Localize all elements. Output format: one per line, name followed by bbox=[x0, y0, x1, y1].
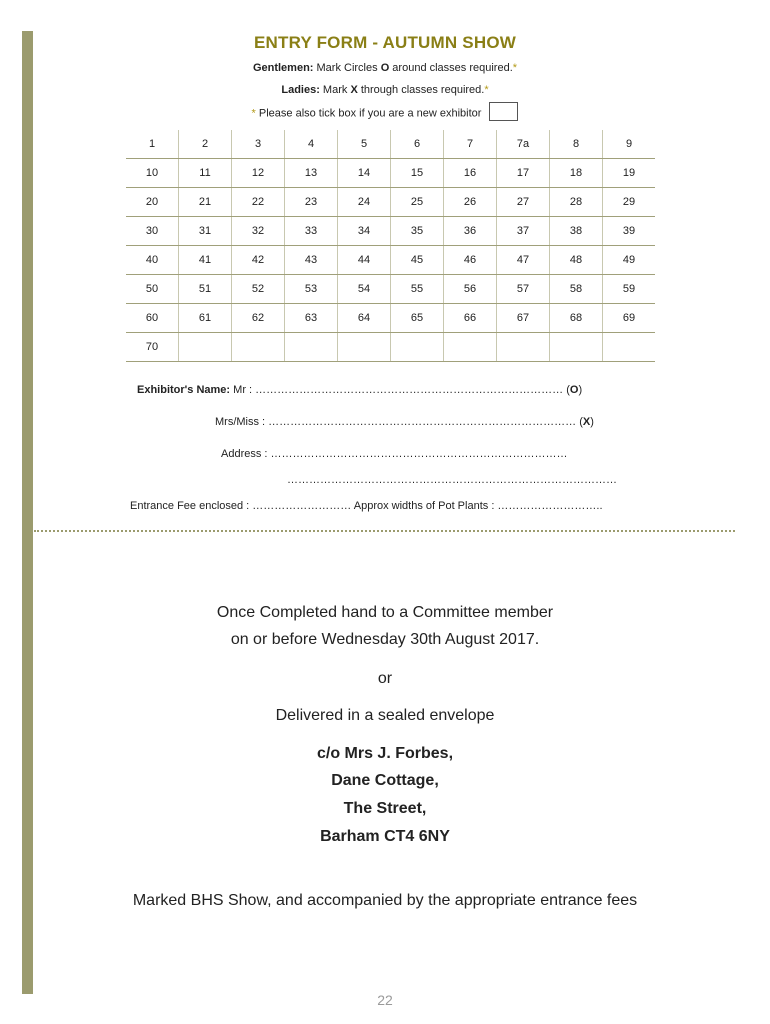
class-cell[interactable]: 15 bbox=[391, 159, 444, 188]
class-row bbox=[126, 246, 655, 275]
class-cell[interactable]: 7 bbox=[444, 130, 497, 159]
class-row bbox=[126, 188, 655, 217]
class-cell[interactable]: 10 bbox=[126, 159, 179, 188]
class-cell[interactable]: 32 bbox=[232, 217, 285, 246]
marked-text: Marked BHS Show, and accompanied by the appropriate entrance fees bbox=[132, 892, 638, 909]
asterisk: * bbox=[484, 84, 489, 96]
class-cell[interactable]: 30 bbox=[126, 217, 179, 246]
class-cell[interactable]: 57 bbox=[497, 275, 550, 304]
ladies-mark: X bbox=[350, 84, 358, 96]
class-cell[interactable]: 43 bbox=[285, 246, 338, 275]
class-cell[interactable]: 22 bbox=[232, 188, 285, 217]
class-cell[interactable]: 51 bbox=[179, 275, 232, 304]
class-cell[interactable]: 33 bbox=[285, 217, 338, 246]
class-cell[interactable] bbox=[391, 333, 444, 362]
exhibitor-label: Exhibitor's Name: bbox=[137, 384, 231, 396]
class-cell[interactable]: 23 bbox=[285, 188, 338, 217]
class-cell[interactable]: 34 bbox=[338, 217, 391, 246]
class-cell[interactable]: 42 bbox=[232, 246, 285, 275]
class-cell[interactable]: 5 bbox=[338, 130, 391, 159]
class-cell[interactable]: 69 bbox=[603, 304, 656, 333]
address-line-2[interactable]: ……………………………………………………………………………… bbox=[287, 474, 617, 486]
class-cell[interactable]: 40 bbox=[126, 246, 179, 275]
address-line: The Street, bbox=[343, 800, 427, 817]
class-cell[interactable]: 29 bbox=[603, 188, 656, 217]
class-cell[interactable]: 65 bbox=[391, 304, 444, 333]
class-cell[interactable]: 44 bbox=[338, 246, 391, 275]
gentlemen-label: Gentlemen: bbox=[252, 62, 314, 74]
mrs-mark: X bbox=[582, 416, 591, 428]
class-cell[interactable]: 46 bbox=[444, 246, 497, 275]
mr-close: ) bbox=[578, 384, 583, 396]
ladies-text-pre: Mark bbox=[319, 84, 351, 96]
class-cell[interactable]: 9 bbox=[603, 130, 656, 159]
class-cell[interactable]: 62 bbox=[232, 304, 285, 333]
class-row bbox=[126, 333, 655, 362]
class-cell[interactable]: 67 bbox=[497, 304, 550, 333]
class-cell[interactable]: 28 bbox=[550, 188, 603, 217]
class-cell[interactable]: 6 bbox=[391, 130, 444, 159]
gentlemen-text-pre: Mark Circles bbox=[313, 62, 381, 74]
class-cell[interactable]: 26 bbox=[444, 188, 497, 217]
mr-mark: O bbox=[569, 384, 579, 396]
cut-line bbox=[34, 530, 735, 532]
class-cell[interactable]: 24 bbox=[338, 188, 391, 217]
address-line: Dane Cottage, bbox=[331, 772, 439, 789]
class-cell[interactable]: 53 bbox=[285, 275, 338, 304]
class-cell[interactable]: 50 bbox=[126, 275, 179, 304]
class-row bbox=[126, 304, 655, 333]
class-cell[interactable] bbox=[179, 333, 232, 362]
class-cell[interactable]: 13 bbox=[285, 159, 338, 188]
class-row bbox=[126, 159, 655, 188]
class-cell[interactable]: 55 bbox=[391, 275, 444, 304]
address-line: Barham CT4 6NY bbox=[320, 828, 450, 845]
class-cell[interactable]: 11 bbox=[179, 159, 232, 188]
class-cell[interactable] bbox=[285, 333, 338, 362]
class-cell[interactable]: 66 bbox=[444, 304, 497, 333]
class-cell[interactable]: 70 bbox=[126, 333, 179, 362]
class-cell[interactable]: 54 bbox=[338, 275, 391, 304]
class-row bbox=[126, 275, 655, 304]
class-cell[interactable]: 14 bbox=[338, 159, 391, 188]
classes-grid bbox=[126, 130, 655, 362]
form-title: ENTRY FORM - AUTUMN SHOW bbox=[254, 33, 516, 52]
class-cell[interactable] bbox=[603, 333, 656, 362]
class-cell[interactable]: 45 bbox=[391, 246, 444, 275]
class-cell[interactable]: 25 bbox=[391, 188, 444, 217]
class-cell[interactable]: 38 bbox=[550, 217, 603, 246]
class-cell[interactable]: 19 bbox=[603, 159, 656, 188]
class-cell[interactable]: 35 bbox=[391, 217, 444, 246]
address-line: c/o Mrs J. Forbes, bbox=[316, 745, 454, 762]
exhibitor-name-mr bbox=[137, 384, 582, 396]
class-cell[interactable]: 60 bbox=[126, 304, 179, 333]
class-cell[interactable]: 8 bbox=[550, 130, 603, 159]
delivered-text: Delivered in a sealed envelope bbox=[275, 707, 495, 724]
class-cell[interactable]: 3 bbox=[232, 130, 285, 159]
class-cell[interactable]: 49 bbox=[603, 246, 656, 275]
class-cell[interactable]: 2 bbox=[179, 130, 232, 159]
class-cell[interactable]: 31 bbox=[179, 217, 232, 246]
new-exhibitor-instruction bbox=[0, 104, 770, 123]
class-cell[interactable]: 58 bbox=[550, 275, 603, 304]
class-cell[interactable]: 16 bbox=[444, 159, 497, 188]
new-exhibitor-checkbox[interactable] bbox=[489, 102, 518, 121]
class-cell[interactable] bbox=[232, 333, 285, 362]
new-exhibitor-text: Please also tick box if you are a new exhibitor bbox=[255, 107, 482, 120]
mrs-line[interactable]: Mrs/Miss : ………………………………………………………………………… ( bbox=[215, 416, 583, 428]
address-line-1[interactable]: Address : ……………………………………………………………………… bbox=[221, 448, 568, 460]
class-cell[interactable]: 4 bbox=[285, 130, 338, 159]
class-cell[interactable]: 12 bbox=[232, 159, 285, 188]
gentlemen-instruction bbox=[0, 62, 770, 74]
class-cell[interactable] bbox=[444, 333, 497, 362]
class-cell[interactable]: 27 bbox=[497, 188, 550, 217]
class-row bbox=[126, 130, 655, 159]
class-cell[interactable]: 39 bbox=[603, 217, 656, 246]
class-cell[interactable]: 36 bbox=[444, 217, 497, 246]
ladies-text-post: through classes required. bbox=[357, 84, 485, 96]
asterisk: * bbox=[512, 62, 518, 74]
class-cell[interactable]: 68 bbox=[550, 304, 603, 333]
mrs-close: ) bbox=[590, 416, 594, 428]
class-cell[interactable]: 1 bbox=[126, 130, 179, 159]
fee-and-widths-line[interactable]: Entrance Fee enclosed : ……………………… Approx widths of Pot Plants : ……………………….. bbox=[130, 500, 603, 512]
gentlemen-mark: O bbox=[380, 62, 390, 74]
class-cell[interactable]: 63 bbox=[285, 304, 338, 333]
or-text: or bbox=[377, 670, 393, 687]
left-margin-bar bbox=[22, 31, 33, 994]
class-cell[interactable]: 52 bbox=[232, 275, 285, 304]
class-cell[interactable]: 41 bbox=[179, 246, 232, 275]
class-cell[interactable]: 47 bbox=[497, 246, 550, 275]
class-cell[interactable]: 48 bbox=[550, 246, 603, 275]
class-cell[interactable]: 37 bbox=[497, 217, 550, 246]
mr-line[interactable]: Mr : ………………………………………………………………………… ( bbox=[230, 384, 570, 396]
completed-line-1: Once Completed hand to a Committee member bbox=[216, 604, 554, 621]
class-cell[interactable]: 21 bbox=[179, 188, 232, 217]
class-cell[interactable]: 56 bbox=[444, 275, 497, 304]
class-row bbox=[126, 217, 655, 246]
class-cell[interactable] bbox=[497, 333, 550, 362]
class-cell[interactable]: 7a bbox=[497, 130, 550, 159]
class-cell[interactable] bbox=[338, 333, 391, 362]
class-cell[interactable]: 17 bbox=[497, 159, 550, 188]
asterisk: * bbox=[251, 107, 256, 120]
page-number: 22 bbox=[377, 992, 393, 1008]
class-cell[interactable]: 59 bbox=[603, 275, 656, 304]
completed-line-2: on or before Wednesday 30th August 2017. bbox=[230, 631, 540, 648]
class-cell[interactable]: 20 bbox=[126, 188, 179, 217]
class-cell[interactable] bbox=[550, 333, 603, 362]
exhibitor-name-mrs bbox=[215, 416, 594, 428]
class-cell[interactable]: 61 bbox=[179, 304, 232, 333]
gentlemen-text-post: around classes required. bbox=[389, 62, 513, 74]
ladies-label: Ladies: bbox=[281, 84, 320, 96]
class-cell[interactable]: 18 bbox=[550, 159, 603, 188]
class-cell[interactable]: 64 bbox=[338, 304, 391, 333]
ladies-instruction bbox=[0, 84, 770, 96]
